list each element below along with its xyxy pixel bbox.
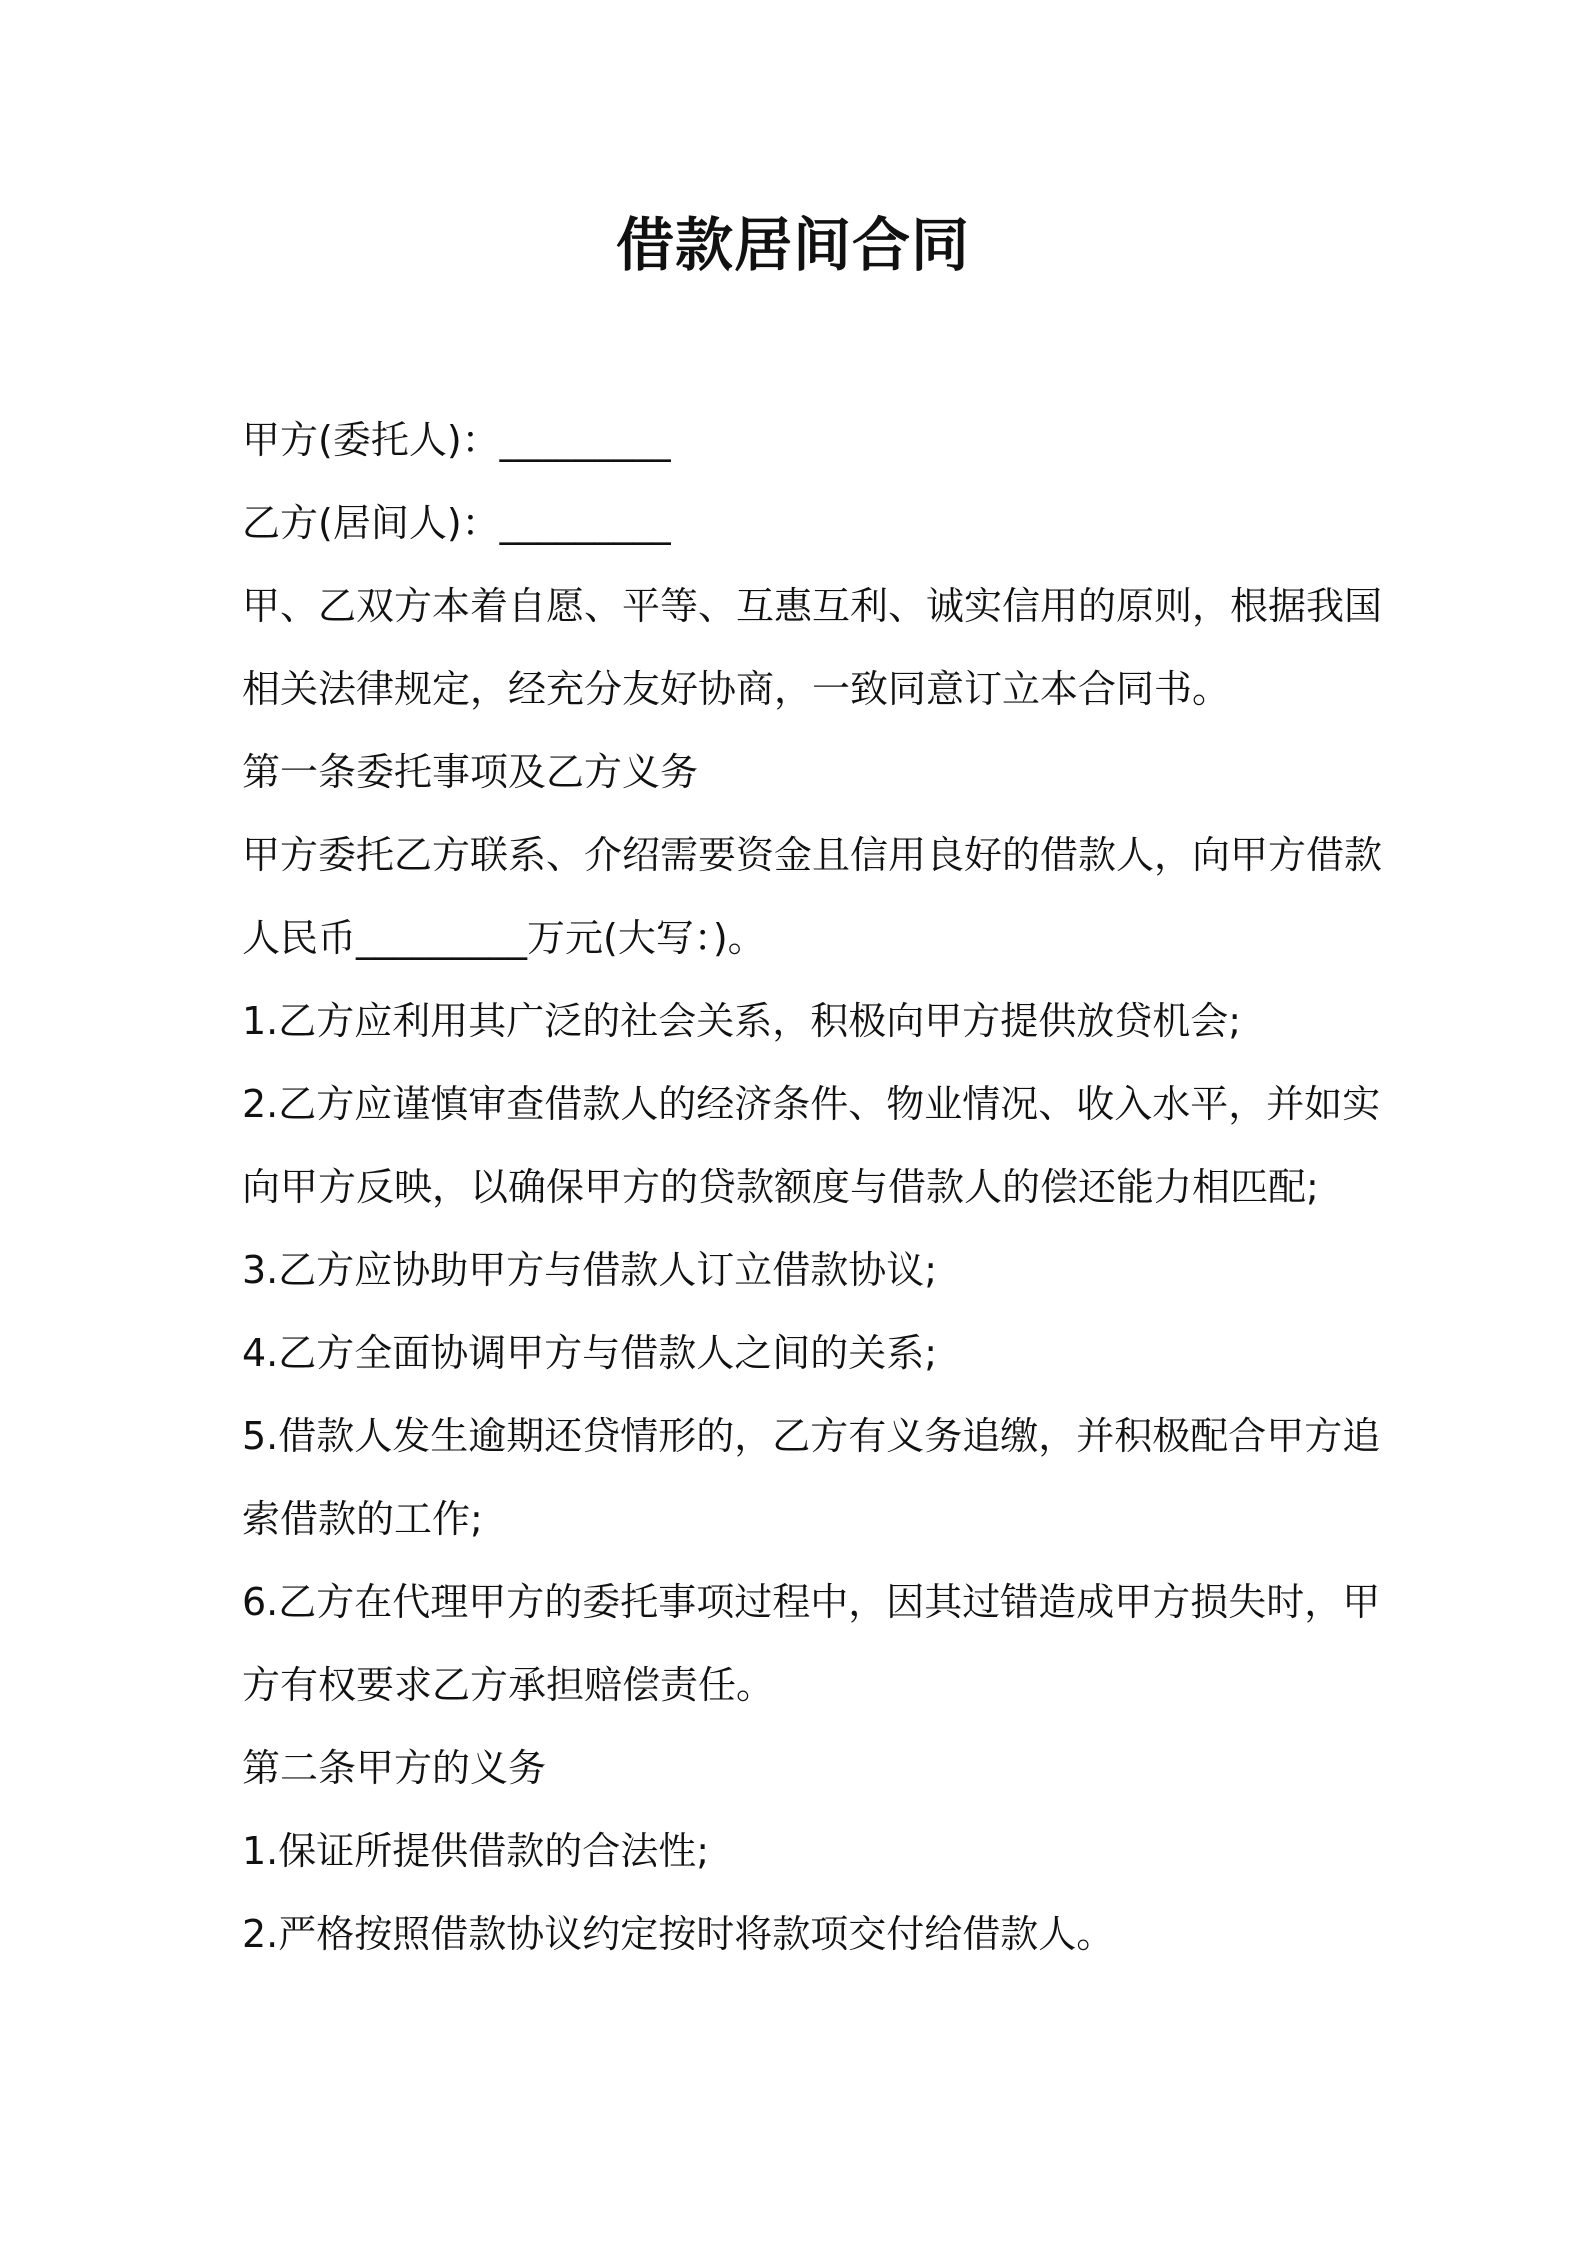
article-1-item-1: 1.乙方应利用其广泛的社会关系，积极向甲方提供放贷机会; xyxy=(242,999,1242,1043)
party-b-line: 乙方(居间人)：_________ xyxy=(242,501,671,545)
article-1-item-2-line-2: 向甲方反映，以确保甲方的贷款额度与借款人的偿还能力相匹配; xyxy=(242,1165,1319,1209)
document-title: 借款居间合同 xyxy=(615,211,970,279)
party-a-line: 甲方(委托人)：_________ xyxy=(242,418,671,462)
preamble-line-2: 相关法律规定，经充分友好协商，一致同意订立本合同书。 xyxy=(242,667,1231,711)
article-2-item-2: 2.严格按照借款协议约定按时将款项交付给借款人。 xyxy=(242,1912,1115,1956)
article-1-item-5-line-1: 5.借款人发生逾期还贷情形的，乙方有义务追缴，并积极配合甲方追 xyxy=(242,1414,1381,1458)
article-1-item-5-line-2: 索借款的工作; xyxy=(242,1497,483,1541)
article-1-text-line-1: 甲方委托乙方联系、介绍需要资金且信用良好的借款人，向甲方借款 xyxy=(242,833,1383,877)
article-1-item-6-line-2: 方有权要求乙方承担赔偿责任。 xyxy=(242,1663,775,1707)
article-2-item-1: 1.保证所提供借款的合法性; xyxy=(242,1829,710,1873)
article-1-text-line-2: 人民币_________万元(大写：)。 xyxy=(242,916,766,960)
article-1-item-2-line-1: 2.乙方应谨慎审查借款人的经济条件、物业情况、收入水平，并如实 xyxy=(242,1082,1381,1126)
article-1-item-4: 4.乙方全面协调甲方与借款人之间的关系; xyxy=(242,1331,938,1375)
article-1-item-6-line-1: 6.乙方在代理甲方的委托事项过程中，因其过错造成甲方损失时，甲 xyxy=(242,1580,1381,1624)
preamble-line-1: 甲、乙双方本着自愿、平等、互惠互利、诚实信用的原则，根据我国 xyxy=(242,584,1383,628)
document-body xyxy=(242,399,1383,1976)
article-1-heading: 第一条委托事项及乙方义务 xyxy=(242,750,699,794)
article-1-item-3: 3.乙方应协助甲方与借款人订立借款协议; xyxy=(242,1248,938,1292)
article-2-heading: 第二条甲方的义务 xyxy=(242,1746,547,1790)
